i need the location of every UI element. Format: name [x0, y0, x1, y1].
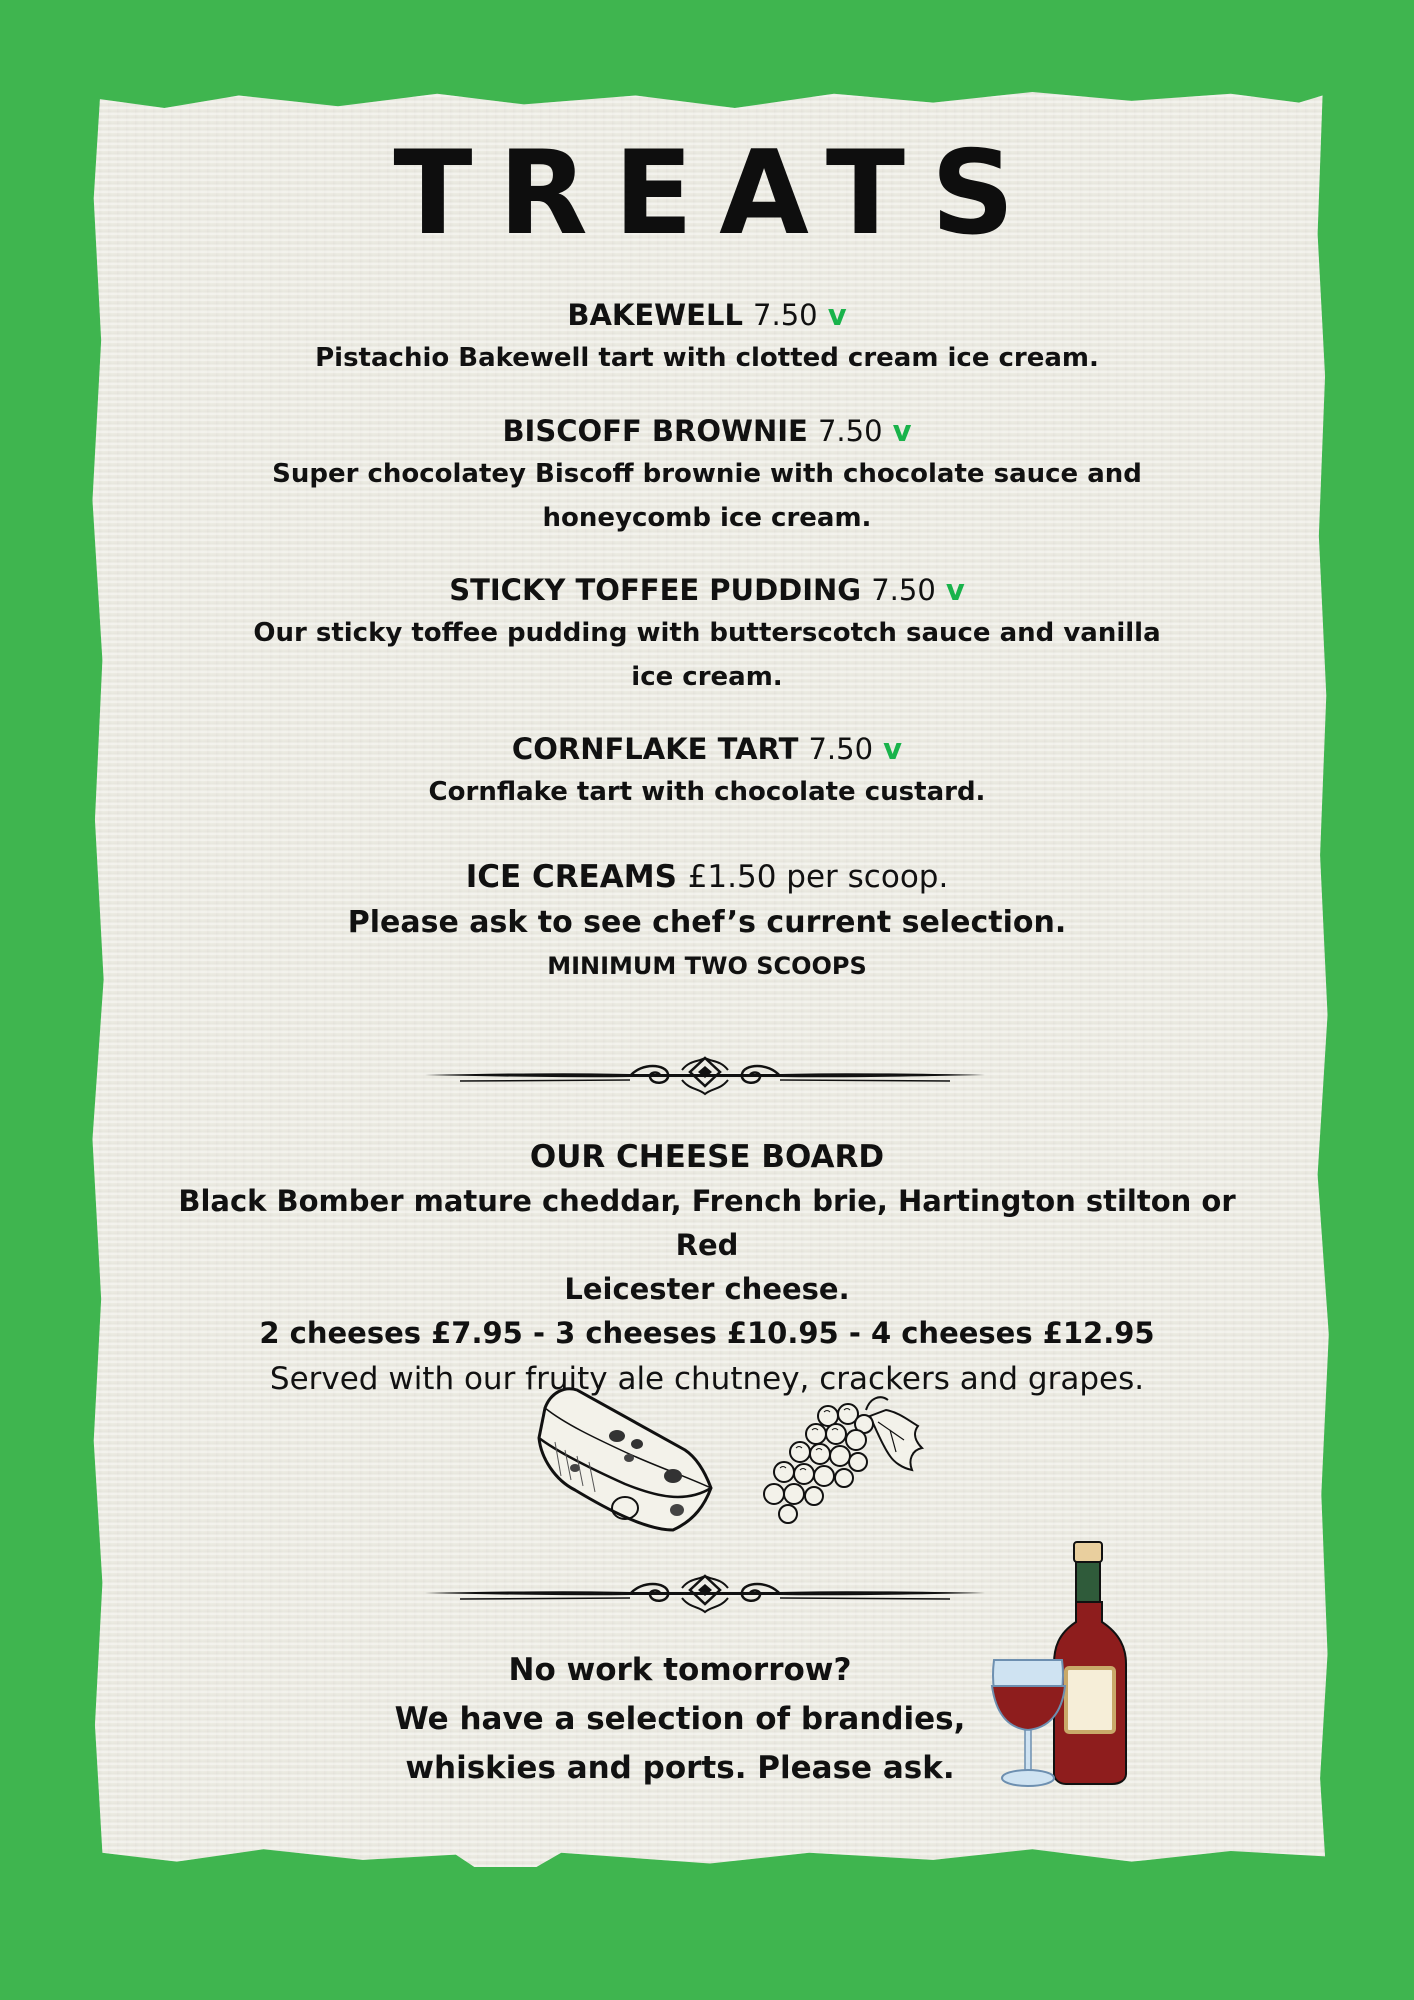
cheese-description-line: Black Bomber mature cheddar, French brie, Hartington stilton or Red [178, 1184, 1236, 1262]
footer-line: No work tomorrow? [508, 1652, 852, 1688]
footer-message [350, 1646, 1010, 1793]
item-price: £1.50 per scoop. [687, 859, 949, 895]
item-name: STICKY TOFFEE PUDDING [449, 573, 862, 607]
cheese-board-title: OUR CHEESE BOARD [529, 1139, 885, 1175]
footer-line: whiskies and ports. Please ask. [405, 1750, 955, 1786]
item-description-line: Super chocolatey Biscoff brownie with chocolate sauce and [272, 459, 1142, 489]
item-price: 7.50 [817, 414, 883, 448]
cheese-description-line: Leicester cheese. [564, 1272, 850, 1306]
item-name: CORNFLAKE TART [511, 732, 799, 766]
cheese-board-section [157, 1135, 1257, 1403]
item-description-line: ice cream. [631, 662, 783, 692]
item-description-line: Our sticky toffee pudding with butterscotch sauce and vanilla [253, 618, 1161, 648]
ice-cream-note: Please ask to see chef’s current selection. [347, 905, 1067, 940]
ornament-divider-icon [420, 1050, 990, 1100]
menu-item-sticky-toffee-pudding [157, 569, 1257, 699]
item-name: BAKEWELL [567, 298, 743, 332]
menu-item-ice-creams [157, 854, 1257, 986]
item-price: 7.50 [753, 298, 818, 332]
ornament-divider-icon [420, 1568, 990, 1618]
item-name: BISCOFF BROWNIE [502, 414, 808, 448]
grapes-icon [758, 1390, 928, 1525]
vegetarian-badge: v [883, 732, 903, 766]
menu-item-cornflake-tart [157, 728, 1257, 814]
cheese-icon [525, 1380, 720, 1540]
vegetarian-badge: v [945, 573, 965, 607]
item-price: 7.50 [871, 573, 936, 607]
item-description-line: honeycomb ice cream. [542, 503, 872, 533]
item-description: Cornflake tart with chocolate custard. [428, 777, 986, 807]
menu-item-biscoff-brownie [157, 410, 1257, 540]
menu-item-bakewell [157, 294, 1257, 380]
cheese-prices: 2 cheeses £7.95 - 3 cheeses £10.95 - 4 cheeses £12.95 [259, 1316, 1155, 1350]
item-name: ICE CREAMS [465, 859, 677, 895]
page-title: TREATS [393, 126, 1041, 261]
vegetarian-badge: v [892, 414, 912, 448]
item-price: 7.50 [808, 732, 874, 766]
item-description: Pistachio Bakewell tart with clotted cream ice cream. [315, 343, 1099, 373]
vegetarian-badge: v [827, 298, 847, 332]
cheese-served-with: Served with our fruity ale chutney, crackers and grapes. [269, 1361, 1145, 1397]
wine-glass-icon [988, 1652, 1070, 1792]
footer-line: We have a selection of brandies, [394, 1701, 966, 1737]
ice-cream-minimum: MINIMUM TWO SCOOPS [547, 952, 867, 980]
